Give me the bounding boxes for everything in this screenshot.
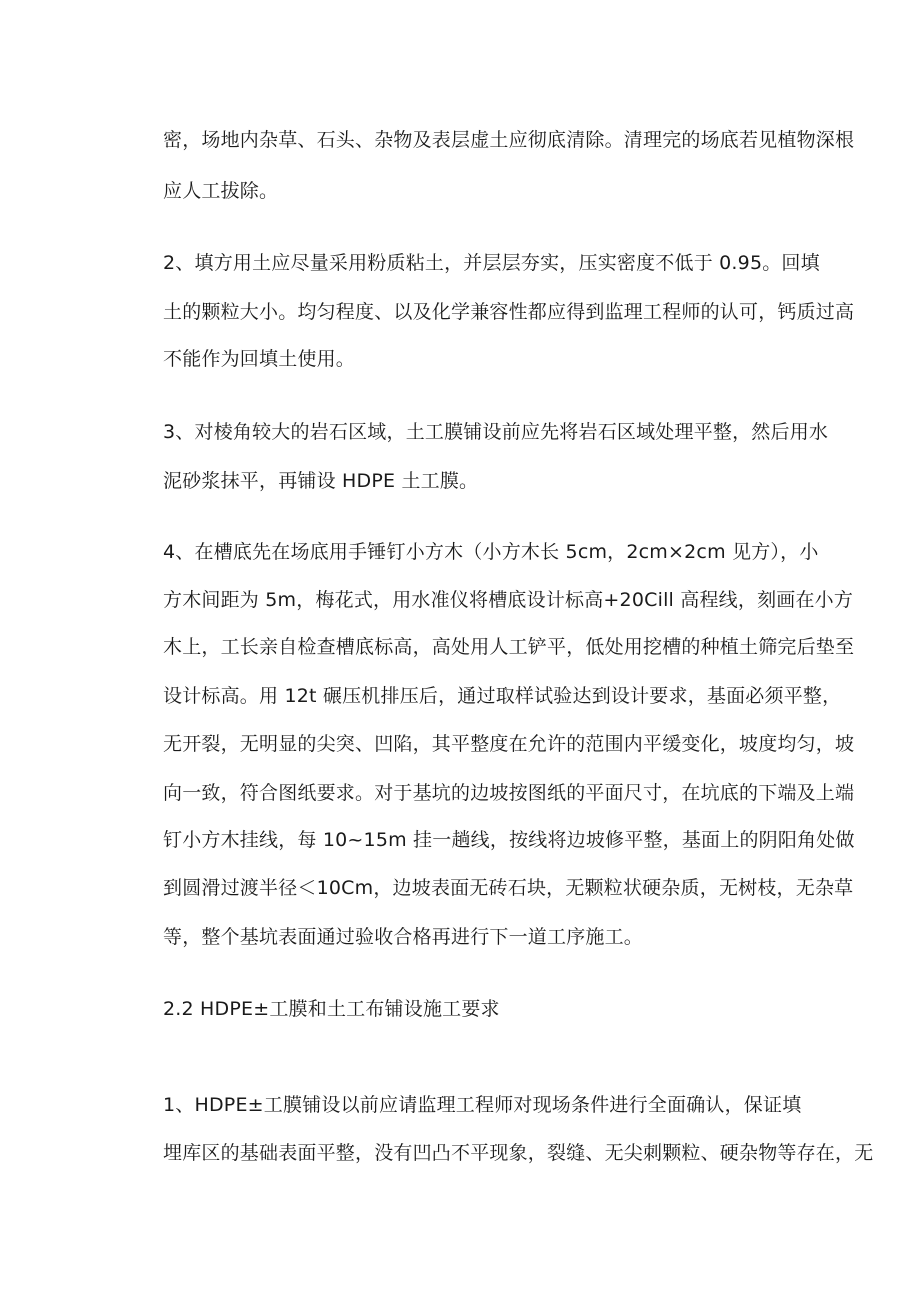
section-heading: 2.2 HDPE±工膜和土工布铺设施工要求 xyxy=(163,998,500,1020)
paragraph-2-line-1: 2、填方用土应尽量采用粉质粘土，并层层夯实，压实密度不低于 0.95。回填 xyxy=(163,252,820,274)
paragraph-1-line-1: 密，场地内杂草、石头、杂物及表层虚土应彻底清除。清理完的场底若见植物深根 xyxy=(163,129,855,151)
paragraph-2-line-3: 不能作为回填土使用。 xyxy=(163,348,356,370)
paragraph-4-line-5: 无开裂，无明显的尖突、凹陷，其平整度在允许的范围内平缓变化，坡度均匀，坡 xyxy=(163,733,855,755)
final-paragraph-line-1: 1、HDPE±工膜铺设以前应请监理工程师对现场条件进行全面确认，保证填 xyxy=(163,1094,802,1116)
paragraph-4-line-4: 设计标高。用 12t 碾压机排压后，通过取样试验达到设计要求，基面必须平整， xyxy=(163,685,842,707)
paragraph-2-line-2: 土的颗粒大小。均匀程度、以及化学兼容性都应得到监理工程师的认可，钙质过高 xyxy=(163,301,855,323)
paragraph-3-line-2: 泥砂浆抹平，再铺设 HDPE 土工膜。 xyxy=(163,470,479,492)
paragraph-4-line-8: 到圆滑过渡半径＜10Cm，边坡表面无砖石块，无颗粒状硬杂质，无树枝，无杂草 xyxy=(163,877,854,899)
paragraph-1-line-2: 应人工拔除。 xyxy=(163,180,279,202)
paragraph-4-line-2: 方木间距为 5m，梅花式，用水准仪将槽底设计标高+20Cill 高程线，刻画在小方 xyxy=(163,589,854,611)
final-paragraph-line-2: 埋库区的基础表面平整，没有凹凸不平现象，裂缝、无尖刺颗粒、硬杂物等存在，无 xyxy=(163,1142,874,1164)
paragraph-3-line-1: 3、对棱角较大的岩石区域，土工膜铺设前应先将岩石区域处理平整，然后用水 xyxy=(163,421,829,443)
paragraph-4-line-3: 木上，工长亲自检查槽底标高，高处用人工铲平，低处用挖槽的种植土筛完后垫至 xyxy=(163,636,855,658)
paragraph-4-line-6: 向一致，符合图纸要求。对于基坑的边坡按图纸的平面尺寸，在坑底的下端及上端 xyxy=(163,782,855,804)
paragraph-4-line-1: 4、在槽底先在场底用手锤钉小方木（小方木长 5cm，2cm×2cm 见方），小 xyxy=(163,541,819,563)
paragraph-4-line-9: 等，整个基坑表面通过验收合格再进行下一道工序施工。 xyxy=(163,926,644,948)
paragraph-4-line-7: 钉小方木挂线，每 10~15m 挂一趟线，按线将边坡修平整，基面上的阴阳角处做 xyxy=(163,829,855,851)
